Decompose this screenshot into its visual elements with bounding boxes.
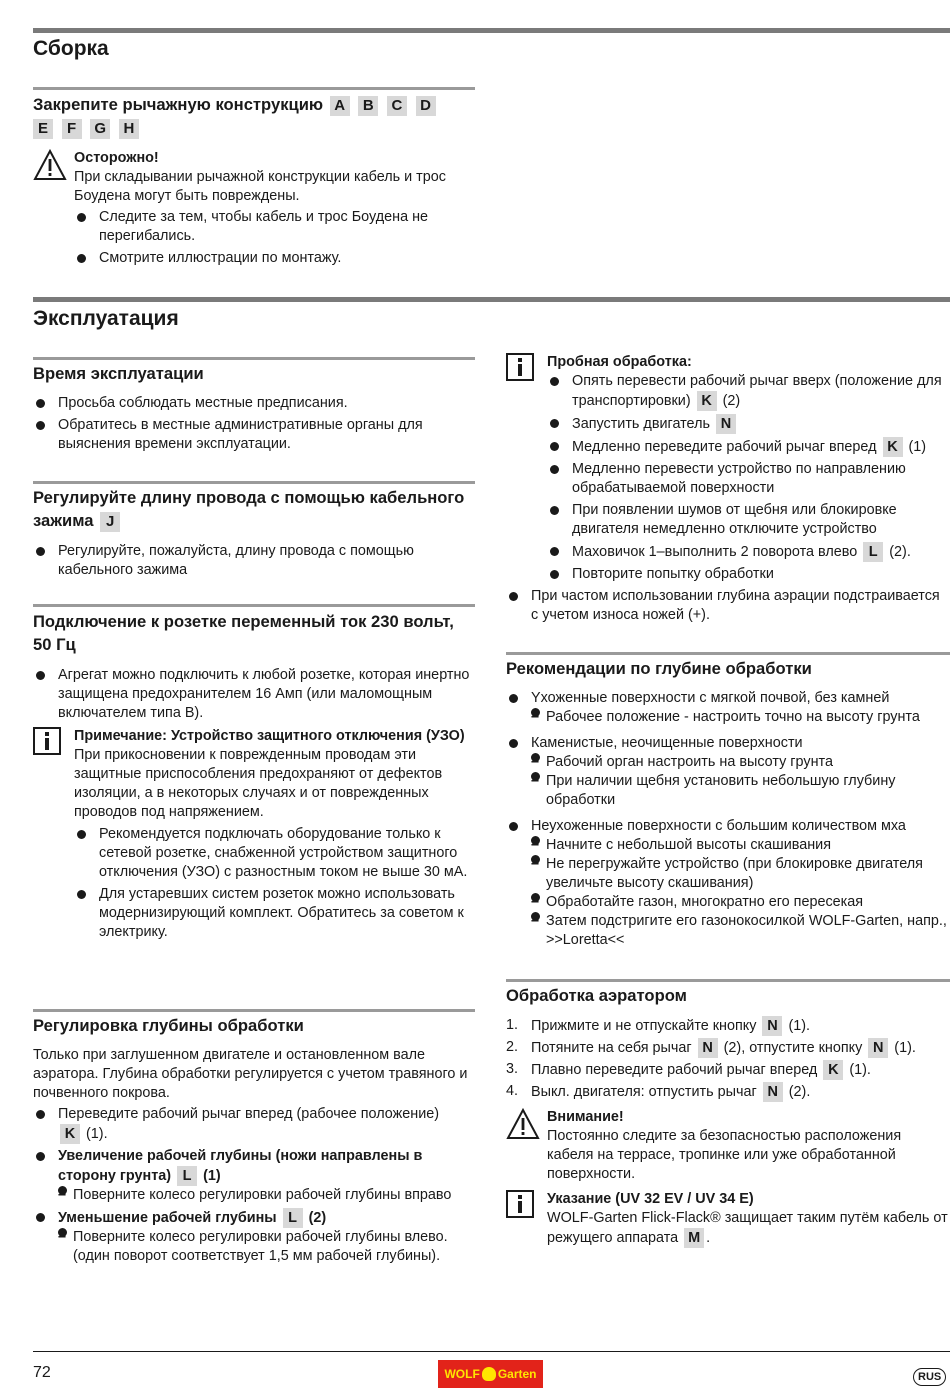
key-label: N	[763, 1082, 783, 1102]
page-number: 72	[33, 1364, 51, 1381]
hint-text: WOLF-Garten Flick-Flack® защищает таким путём кабель от режущего аппарата M .	[547, 1210, 948, 1246]
key-label: L	[283, 1208, 303, 1228]
depth-list	[33, 1105, 475, 1266]
list-item: – При наличии щебня установить небольшую глубину обработки	[531, 772, 950, 810]
list-item: Маховичок 1–выполнить 2 поворота влево L (2).	[547, 542, 950, 562]
key-label: A	[330, 96, 350, 116]
trial-list	[547, 372, 950, 584]
brand-logo: WOLF Garten	[438, 1360, 543, 1388]
time-block	[33, 362, 475, 457]
key-label: N	[698, 1038, 718, 1058]
hint-title: Указание (UV 32 EV / UV 34 E)	[547, 1191, 754, 1207]
key-label: L	[177, 1166, 197, 1186]
key-label: K	[60, 1124, 80, 1144]
info-icon	[506, 353, 534, 387]
key-label: J	[100, 512, 120, 532]
cable-list	[33, 542, 475, 580]
list-item: – Не перегружайте устройство (при блокировке двигателя увеличьте высоту скашивания)	[531, 855, 950, 893]
trial-note	[506, 353, 950, 584]
section-title-sborka: Сборка	[33, 37, 109, 60]
socket-block	[33, 610, 475, 945]
info-icon	[33, 727, 61, 761]
socket-list	[33, 666, 475, 723]
dash-list	[58, 1228, 475, 1266]
list-item: Медленно переведите рабочий рычаг вперед K (1)	[547, 437, 950, 457]
key-label: K	[697, 391, 717, 411]
section-title-ekspl: Эксплуатация	[33, 307, 179, 330]
warning-note	[506, 1108, 950, 1184]
subsection-rule	[33, 604, 475, 607]
warning-text: Постоянно следите за безопасностью расположения кабеля на террасе, тропинке или уже обработанной поверхности.	[547, 1128, 902, 1182]
key-label: N	[762, 1016, 782, 1036]
key-label: K	[823, 1060, 843, 1080]
list-item: 1. Прижмите и не отпускайте кнопку N (1).	[506, 1017, 811, 1034]
list-item: При появлении шумов от щебня или блокировке двигателя немедленно отключите устройство	[547, 501, 950, 539]
lever-heading: Закрепите рычажную конструкцию A B C D E F G H	[33, 93, 478, 139]
depth-block	[33, 1014, 475, 1269]
trial-block	[506, 351, 950, 628]
list-item: Уменьшение рабочей глубины L (2) – Поверните колесо регулировки рабочей глубины влево. (один поворот соответствует 1,5 мм рабочей глубины).	[33, 1208, 475, 1266]
subsection-rule	[33, 87, 475, 90]
time-heading: Время эксплуатации	[33, 364, 204, 383]
rcd-note	[33, 727, 475, 942]
list-item: Увеличение рабочей глубины (ножи направлены в сторону грунта) L (1) – Поверните колесо регулировки рабочей глубины вправо	[33, 1147, 475, 1205]
caution-list	[74, 208, 478, 268]
list-item: Просьба соблюдать местные предписания.	[33, 394, 475, 413]
aerator-steps	[506, 1016, 950, 1102]
trial-title: Пробная обработка:	[547, 354, 692, 370]
list-item: Агрегат можно подключить к любой розетке, которая инертно защищена предохранителем 16 Амп (или маломощным включателем типа В).	[33, 666, 475, 723]
key-label: G	[90, 119, 110, 139]
depth-heading: Регулировка глубины обработки	[33, 1016, 304, 1035]
recommend-block	[506, 657, 950, 953]
trial-outer-list	[506, 587, 950, 625]
list-item: Каменистые, неочищенные поверхности – Рабочий орган настроить на высоту грунта – При наличии щебня установить небольшую глубину обработки	[506, 734, 950, 810]
lever-block	[33, 93, 478, 271]
list-item: Следите за тем, чтобы кабель и трос Боудена не перегибались.	[74, 208, 478, 246]
key-label: E	[33, 119, 53, 139]
socket-heading: Подключение к розетке переменный ток 230 вольт, 50 Гц	[33, 612, 454, 654]
list-item: При частом использовании глубина аэрации подстраивается с учетом износа ножей (+).	[506, 587, 950, 625]
note-title: Примечание: Устройство защитного отключения (УЗО)	[74, 728, 465, 744]
recommend-list	[506, 689, 950, 950]
list-item: Запустить двигатель N	[547, 414, 950, 434]
key-label: B	[358, 96, 378, 116]
list-item: 2. Потяните на себя рычаг N (2), отпустите кнопку N (1).	[506, 1039, 916, 1056]
depth-intro: Только при заглушенном двигателе и остановленном вале аэратора. Глубина обработки регулируется с учетом травяного и почвенного покрова.	[33, 1047, 468, 1101]
subsection-rule	[33, 481, 475, 484]
subsection-rule	[33, 357, 475, 360]
subsection-rule	[33, 1009, 475, 1012]
info-icon	[506, 1190, 534, 1224]
list-item: – Поверните колесо регулировки рабочей глубины влево. (один поворот соответствует 1,5 мм рабочей глубины).	[58, 1228, 475, 1266]
key-label: H	[119, 119, 139, 139]
dash-list	[531, 708, 950, 727]
key-label: N	[716, 414, 736, 434]
subsection-rule	[506, 652, 950, 655]
list-item: Yхоженные поверхности с мягкой почвой, без камней – Рабочее положение - настроить точно на высоту грунта	[506, 689, 950, 727]
footer-rule	[33, 1351, 950, 1352]
warning-triangle-icon	[506, 1108, 540, 1146]
list-item: Для устаревших систем розеток можно использовать модернизирующий комплект. Обратитесь за советом к электрику.	[74, 885, 475, 942]
list-item: Рекомендуется подключать оборудование только к сетевой розетке, снабженной устройством защитного отключения (УЗО) с разностным током не выше 30 мА.	[74, 825, 475, 882]
list-item: – Затем подстригите его газонокосилкой WOLF-Garten, напр., >>Loretta<<	[531, 912, 950, 950]
language-badge: RUS	[913, 1368, 946, 1386]
list-item: Переведите рабочий рычаг вперед (рабочее положение) K (1).	[33, 1105, 475, 1144]
section-rule	[33, 297, 950, 302]
aerator-heading: Обработка аэратором	[506, 986, 687, 1005]
top-rule	[33, 28, 950, 33]
caution-text: При складывании рычажной конструкции кабель и трос Боудена могут быть повреждены.	[74, 169, 446, 204]
list-item: – Обработайте газон, многократно его пересекая	[531, 893, 950, 912]
key-label: N	[868, 1038, 888, 1058]
key-label: L	[863, 542, 883, 562]
warning-title: Внимание!	[547, 1109, 624, 1125]
note-text: При прикосновении к поврежденным проводам эти защитные приспособления предохраняют от дефектов изоляции, а в некоторых случаях и от поврежденных проводов под напряжением.	[74, 747, 443, 820]
cable-heading: Регулируйте длину провода с помощью кабельного зажима J	[33, 488, 465, 530]
list-item: – Рабочее положение - настроить точно на высоту грунта	[531, 708, 950, 727]
list-item: Регулируйте, пожалуйста, длину провода с помощью кабельного зажима	[33, 542, 475, 580]
dash-list	[531, 836, 950, 950]
time-list	[33, 394, 475, 454]
list-item: – Начните с небольшой высоты скашивания	[531, 836, 950, 855]
caution-title: Осторожно!	[74, 150, 159, 166]
key-label: K	[883, 437, 903, 457]
list-item: 4. Выкл. двигателя: отпустить рычаг N (2).	[506, 1083, 811, 1100]
key-label: F	[62, 119, 82, 139]
list-item: – Рабочий орган настроить на высоту грунта	[531, 753, 950, 772]
list-item: Неухоженные поверхности с большим количеством мха – Начните с небольшой высоты скашивания – Не перегружайте устройство (при блокировке двигателя увеличьте высоту скашивания) – Обработайте газон, многократно его пересекая – Затем подстригите его газонокосилкой WOLF-Garten, напр., >>Loretta<<	[506, 817, 950, 950]
fox-icon	[482, 1367, 496, 1381]
list-item: Смотрите иллюстрации по монтажу.	[74, 249, 478, 268]
dash-list	[531, 753, 950, 810]
cable-block	[33, 486, 475, 583]
list-item: Повторите попытку обработки	[547, 565, 950, 584]
hint-note	[506, 1190, 950, 1248]
note-list	[74, 825, 475, 942]
key-label: D	[416, 96, 436, 116]
list-item: 3. Плавно переведите рабочий рычаг вперед K (1).	[506, 1061, 871, 1078]
warning-triangle-icon	[33, 149, 67, 187]
recommend-heading: Рекомендации по глубине обработки	[506, 659, 812, 678]
caution-note	[33, 149, 478, 268]
list-item: Опять перевести рабочий рычаг вверх (положение для транспортировки) K (2)	[547, 372, 950, 411]
list-item: Медленно перевести устройство по направлению обрабатываемой поверхности	[547, 460, 950, 498]
aerator-block	[506, 984, 950, 1248]
subsection-rule	[506, 979, 950, 982]
key-label: C	[387, 96, 407, 116]
dash-list	[58, 1186, 475, 1205]
list-item: – Поверните колесо регулировки рабочей глубины вправо	[58, 1186, 475, 1205]
list-item: Обратитесь в местные административные органы для выяснения времени эксплуатации.	[33, 416, 475, 454]
key-label: M	[684, 1228, 704, 1248]
